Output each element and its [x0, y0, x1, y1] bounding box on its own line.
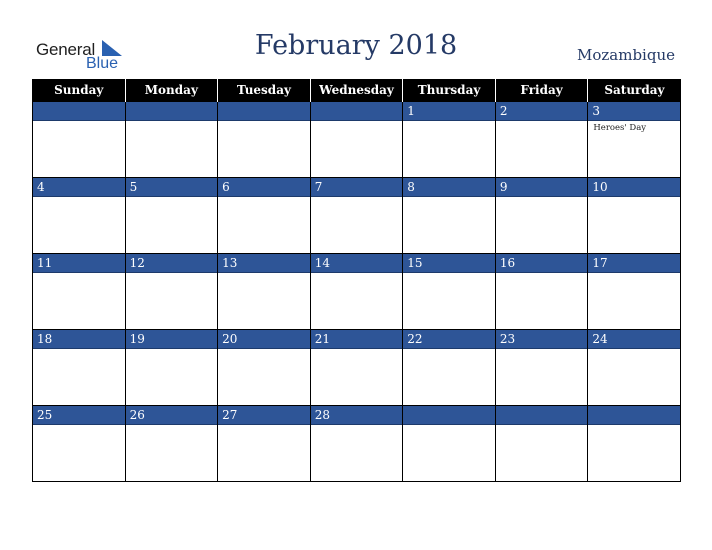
day-cell	[125, 330, 218, 406]
holiday-label	[403, 121, 495, 123]
day-number	[33, 102, 125, 121]
day-cell	[403, 330, 496, 406]
week-row	[33, 102, 681, 178]
day-cell	[588, 102, 681, 178]
holiday-label	[126, 349, 218, 351]
week-row	[33, 178, 681, 254]
holiday-label	[126, 121, 218, 123]
day-cell	[588, 178, 681, 254]
day-cell	[310, 178, 403, 254]
weekday-header: Wednesday	[310, 79, 403, 102]
day-cell	[495, 330, 588, 406]
day-number: 20	[218, 330, 310, 349]
day-number	[588, 406, 680, 425]
holiday-label	[496, 349, 588, 351]
day-cell	[125, 406, 218, 482]
holiday-label	[496, 121, 588, 123]
day-cell	[33, 178, 126, 254]
weekday-header: Tuesday	[218, 79, 311, 102]
holiday-label	[403, 425, 495, 427]
weekday-header: Sunday	[33, 79, 126, 102]
day-number: 5	[126, 178, 218, 197]
weekday-header: Friday	[495, 79, 588, 102]
day-cell	[403, 102, 496, 178]
holiday-label	[126, 273, 218, 275]
day-number: 4	[33, 178, 125, 197]
day-number: 1	[403, 102, 495, 121]
holiday-label	[403, 273, 495, 275]
holiday-label	[588, 349, 680, 351]
holiday-label	[311, 349, 403, 351]
holiday-label	[218, 425, 310, 427]
holiday-label	[311, 197, 403, 199]
day-number: 27	[218, 406, 310, 425]
day-cell	[33, 406, 126, 482]
day-number: 19	[126, 330, 218, 349]
day-cell	[310, 102, 403, 178]
day-number: 2	[496, 102, 588, 121]
day-number	[218, 102, 310, 121]
day-number	[126, 102, 218, 121]
holiday-label	[588, 425, 680, 427]
day-number: 25	[33, 406, 125, 425]
week-row	[33, 406, 681, 482]
day-cell	[218, 330, 311, 406]
day-number: 10	[588, 178, 680, 197]
logo-word-blue: Blue	[86, 55, 119, 72]
day-cell	[218, 254, 311, 330]
holiday-label	[218, 197, 310, 199]
month-calendar	[32, 79, 681, 482]
day-cell	[33, 330, 126, 406]
week-row	[33, 254, 681, 330]
day-cell	[495, 406, 588, 482]
day-number: 6	[218, 178, 310, 197]
day-number: 18	[33, 330, 125, 349]
holiday-label	[33, 121, 125, 123]
holiday-label	[126, 425, 218, 427]
holiday-label	[218, 121, 310, 123]
day-cell	[495, 178, 588, 254]
day-cell	[125, 102, 218, 178]
day-number: 28	[311, 406, 403, 425]
holiday-label	[496, 273, 588, 275]
holiday-label	[588, 197, 680, 199]
country-name: Mozambique	[577, 46, 675, 64]
day-cell	[403, 406, 496, 482]
holiday-label	[218, 349, 310, 351]
day-number: 26	[126, 406, 218, 425]
day-number: 17	[588, 254, 680, 273]
day-number: 12	[126, 254, 218, 273]
holiday-label	[33, 273, 125, 275]
holiday-label	[311, 273, 403, 275]
day-number: 21	[311, 330, 403, 349]
day-cell	[125, 254, 218, 330]
holiday-label	[496, 197, 588, 199]
holiday-label	[403, 197, 495, 199]
calendar-title: February 2018	[254, 30, 458, 61]
day-cell	[33, 102, 126, 178]
day-number	[403, 406, 495, 425]
day-cell	[218, 406, 311, 482]
day-cell	[310, 406, 403, 482]
day-number: 16	[496, 254, 588, 273]
day-cell	[218, 178, 311, 254]
holiday-label	[33, 349, 125, 351]
holiday-label	[33, 197, 125, 199]
day-cell	[125, 178, 218, 254]
holiday-label	[588, 273, 680, 275]
day-number: 7	[311, 178, 403, 197]
day-number: 11	[33, 254, 125, 273]
holiday-label	[33, 425, 125, 427]
day-cell	[495, 254, 588, 330]
day-number: 8	[403, 178, 495, 197]
holiday-label	[311, 121, 403, 123]
holiday-label	[311, 425, 403, 427]
holiday-label: Heroes' Day	[593, 123, 647, 133]
day-cell	[588, 330, 681, 406]
logo-word-general: General	[36, 40, 96, 59]
weekday-header: Monday	[125, 79, 218, 102]
holiday-label	[496, 425, 588, 427]
day-cell	[403, 178, 496, 254]
day-cell	[33, 254, 126, 330]
day-number: 3	[588, 102, 680, 121]
holiday-label	[218, 273, 310, 275]
day-cell	[403, 254, 496, 330]
weekday-header: Thursday	[403, 79, 496, 102]
day-number: 24	[588, 330, 680, 349]
holiday-label	[126, 197, 218, 199]
weekday-header: Saturday	[588, 79, 681, 102]
week-row	[33, 330, 681, 406]
day-cell	[588, 254, 681, 330]
day-number	[311, 102, 403, 121]
day-cell	[495, 102, 588, 178]
day-number	[496, 406, 588, 425]
day-number: 15	[403, 254, 495, 273]
day-cell	[310, 330, 403, 406]
day-cell	[588, 406, 681, 482]
day-number: 23	[496, 330, 588, 349]
day-number: 22	[403, 330, 495, 349]
day-number: 13	[218, 254, 310, 273]
day-cell	[218, 102, 311, 178]
day-cell	[310, 254, 403, 330]
weekday-header-row	[33, 79, 681, 102]
holiday-label	[403, 349, 495, 351]
day-number: 14	[311, 254, 403, 273]
day-number: 9	[496, 178, 588, 197]
